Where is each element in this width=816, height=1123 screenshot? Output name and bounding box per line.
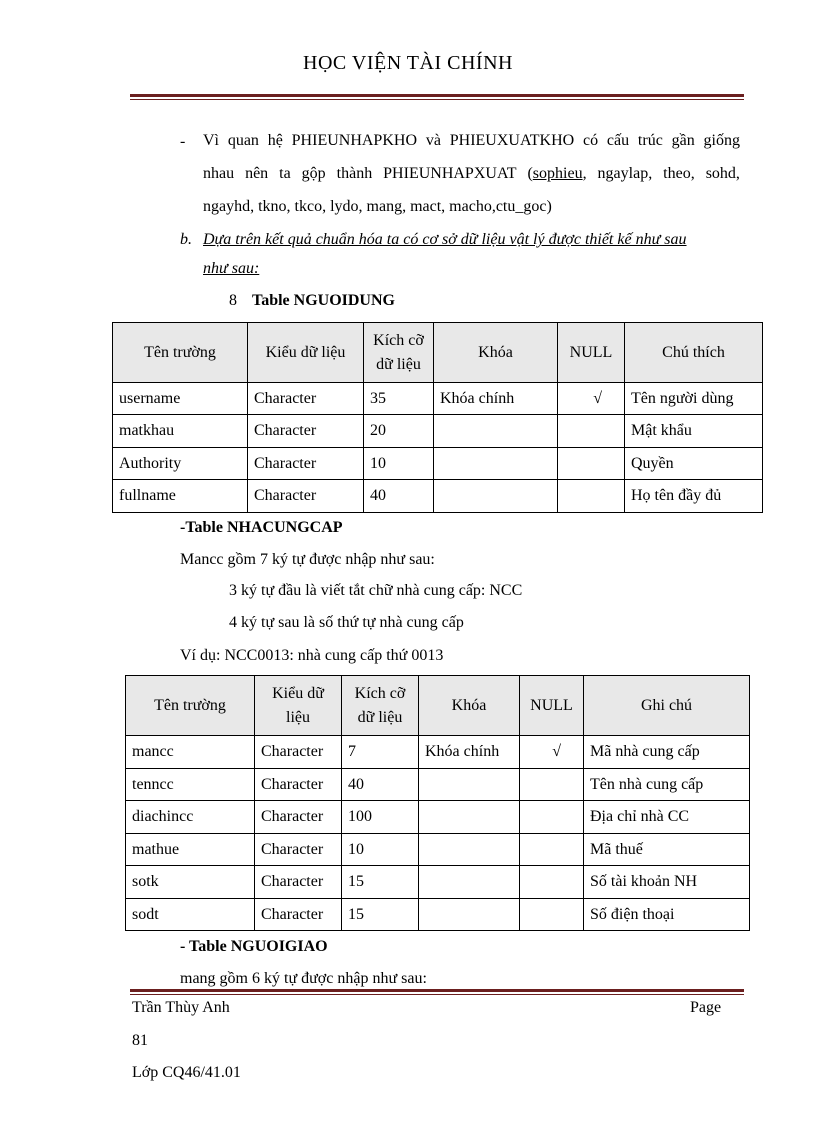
cell-note: Mã thuế — [584, 834, 750, 866]
word: PHIEUNHAPXUAT — [383, 165, 517, 182]
cell-size: 10 — [364, 448, 434, 480]
word: thành — [336, 165, 373, 182]
word: gộp — [301, 165, 326, 182]
table-row — [113, 480, 763, 513]
header-cell: Kích cỡ dữ liệu — [364, 323, 434, 383]
header-cell: Khóa — [419, 676, 520, 736]
word: Vì — [203, 132, 219, 149]
section-title-nhacungcap: -Table NHACUNGCAP — [180, 519, 343, 536]
cell-null — [558, 448, 625, 480]
cell-null — [520, 769, 584, 801]
table-row — [126, 769, 750, 801]
cell-data-type: Character — [255, 899, 342, 931]
cell-key: Khóa chính — [419, 736, 520, 769]
cell-note: Tên người dùng — [625, 383, 763, 415]
word: quan — [227, 132, 259, 149]
mancc-example: Ví dụ: NCC0013: nhà cung cấp thứ 0013 — [180, 647, 444, 664]
cell-size: 10 — [342, 834, 419, 866]
word: gần — [671, 132, 695, 149]
cell-null: √ — [520, 736, 584, 769]
cell-key — [434, 448, 558, 480]
list-marker-b: b. — [180, 231, 192, 248]
cell-note: Số điện thoại — [584, 899, 750, 931]
cell-key — [419, 769, 520, 801]
cell-field-name: username — [113, 383, 248, 415]
mancc-rule-2: 4 ký tự sau là số thứ tự nhà cung cấp — [229, 614, 464, 631]
word: và — [425, 132, 441, 149]
table-row — [113, 448, 763, 480]
header-cell: Kích cỡ dữ liệu — [342, 676, 419, 736]
header-cell: Khóa — [434, 323, 558, 383]
cell-data-type: Character — [248, 415, 364, 448]
footer-page-number: 81 — [132, 1032, 148, 1049]
word: ta — [279, 165, 291, 182]
header-rule-thin — [130, 99, 744, 100]
word: nên — [245, 165, 269, 182]
cell-field-name: mathue — [126, 834, 255, 866]
table-row — [113, 383, 763, 415]
cell-null — [520, 801, 584, 834]
paragraph-1-line-3: ngayhd, tkno, tkco, lydo, mang, mact, macho,ctu_goc) — [203, 198, 552, 215]
cell-field-name: diachincc — [126, 801, 255, 834]
footer-rule-thick — [130, 989, 744, 992]
header-cell: NULL — [558, 323, 625, 383]
cell-null — [558, 415, 625, 448]
cell-key — [434, 480, 558, 513]
cell-null — [520, 866, 584, 899]
header-cell: NULL — [520, 676, 584, 736]
header-cell: Kiểu dữ liệu — [255, 676, 342, 736]
cell-size: 15 — [342, 899, 419, 931]
section-title-nguoidung: Table NGUOIDUNG — [252, 292, 395, 309]
table-nguoidung — [112, 322, 763, 513]
cell-key — [419, 834, 520, 866]
header-cell: Ghi chú — [584, 676, 750, 736]
cell-field-name: matkhau — [113, 415, 248, 448]
cell-note: Họ tên đầy đủ — [625, 480, 763, 513]
bullet-dash: - — [180, 133, 186, 150]
cell-size: 15 — [342, 866, 419, 899]
header-cell: Chú thích — [625, 323, 763, 383]
cell-data-type: Character — [255, 769, 342, 801]
word: sohd, — [705, 165, 740, 182]
header-rule-thick — [130, 94, 744, 97]
page-header-title: HỌC VIỆN TÀI CHÍNH — [303, 52, 513, 74]
table-header-row — [113, 323, 763, 383]
footer-page-label: Page — [690, 999, 722, 1016]
word: nhau — [203, 165, 235, 182]
cell-note: Quyền — [625, 448, 763, 480]
word: hệ — [267, 132, 283, 149]
cell-data-type: Character — [248, 383, 364, 415]
cell-null: √ — [558, 383, 625, 415]
cell-note: Mật khẩu — [625, 415, 763, 448]
word: theo, — [663, 165, 695, 182]
word: có — [582, 132, 599, 149]
section-title-nguoigiao: - Table NGUOIGIAO — [180, 938, 328, 955]
cell-size: 20 — [364, 415, 434, 448]
table-row — [126, 866, 750, 899]
header-cell: Tên trường — [113, 323, 248, 383]
cell-data-type: Character — [248, 448, 364, 480]
cell-size: 40 — [364, 480, 434, 513]
mancc-rule-1: 3 ký tự đầu là viết tắt chữ nhà cung cấp: NCC — [229, 582, 523, 599]
table-row — [126, 834, 750, 866]
footer-rule-thin — [130, 994, 744, 995]
cell-field-name: sodt — [126, 899, 255, 931]
table-row — [126, 899, 750, 931]
cell-field-name: fullname — [113, 480, 248, 513]
cell-key — [419, 866, 520, 899]
word: PHIEUNHAPKHO — [291, 132, 417, 149]
cell-field-name: Authority — [113, 448, 248, 480]
cell-note: Mã nhà cung cấp — [584, 736, 750, 769]
table-row — [126, 801, 750, 834]
cell-field-name: mancc — [126, 736, 255, 769]
cell-null — [520, 899, 584, 931]
cell-size: 7 — [342, 736, 419, 769]
cell-key: Khóa chính — [434, 383, 558, 415]
table-header-row — [126, 676, 750, 736]
cell-note: Tên nhà cung cấp — [584, 769, 750, 801]
word-key-field: (sophieu, — [527, 165, 587, 182]
word: trúc — [637, 132, 663, 149]
cell-null — [520, 834, 584, 866]
cell-size: 40 — [342, 769, 419, 801]
cell-key — [419, 899, 520, 931]
header-cell: Kiểu dữ liệu — [248, 323, 364, 383]
cell-data-type: Character — [255, 866, 342, 899]
cell-field-name: sotk — [126, 866, 255, 899]
cell-data-type: Character — [255, 801, 342, 834]
cell-size: 35 — [364, 383, 434, 415]
paragraph-1-line-1 — [203, 132, 740, 150]
cell-data-type: Character — [255, 834, 342, 866]
footer-author: Trần Thùy Anh — [132, 999, 230, 1016]
cell-data-type: Character — [248, 480, 364, 513]
cell-key — [434, 415, 558, 448]
mang-description: mang gồm 6 ký tự được nhập như sau: — [180, 970, 427, 987]
cell-note: Số tài khoản NH — [584, 866, 750, 899]
table-nhacungcap — [125, 675, 750, 931]
word: PHIEUXUATKHO — [449, 132, 575, 149]
cell-note: Địa chỉ nhà CC — [584, 801, 750, 834]
footer-class: Lớp CQ46/41.01 — [132, 1064, 241, 1081]
paragraph-2-line-1: Dựa trên kết quả chuẩn hóa ta có cơ sở dữ liệu vật lý được thiết kế như sau — [203, 231, 687, 248]
cell-size: 100 — [342, 801, 419, 834]
cell-data-type: Character — [255, 736, 342, 769]
cell-field-name: tenncc — [126, 769, 255, 801]
section-number: 8 — [229, 292, 237, 309]
mancc-description: Mancc gồm 7 ký tự được nhập như sau: — [180, 551, 435, 568]
cell-key — [419, 801, 520, 834]
word: ngaylap, — [597, 165, 653, 182]
header-cell: Tên trường — [126, 676, 255, 736]
paragraph-1-line-2 — [203, 165, 740, 183]
word: cấu — [606, 132, 630, 149]
table-row — [113, 415, 763, 448]
cell-null — [558, 480, 625, 513]
word: giống — [703, 132, 740, 149]
paragraph-2-line-2: như sau: — [203, 260, 260, 277]
table-row — [126, 736, 750, 769]
